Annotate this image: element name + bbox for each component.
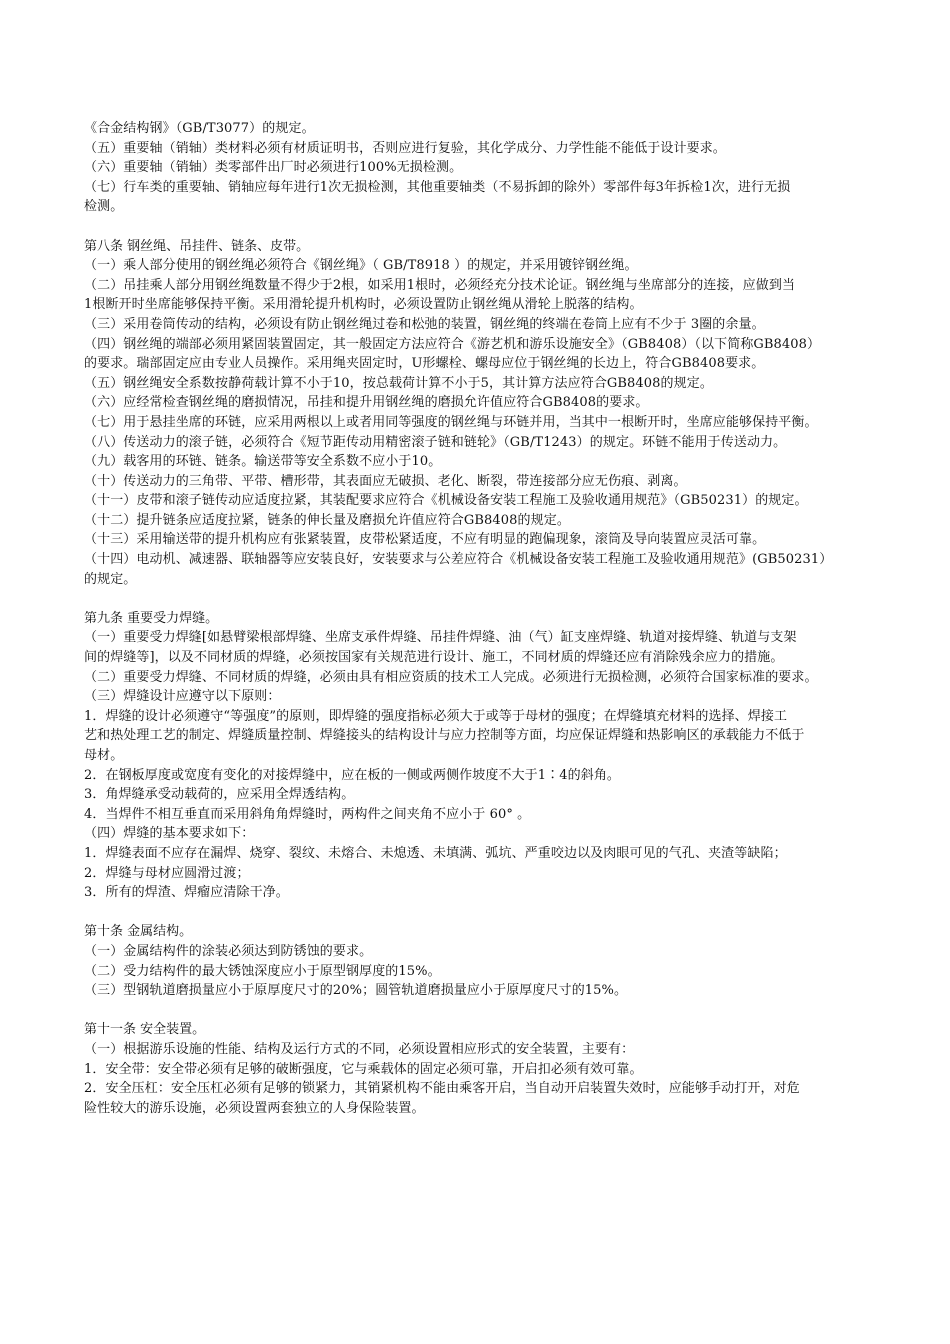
- section-gap: [84, 903, 874, 923]
- section-article-9: [84, 609, 874, 903]
- text-line: （一）乘人部分使用的钢丝绳必须符合《钢丝绳》（ GB/T8918 ）的规定，并采用镀锌钢丝绳。: [84, 258, 638, 274]
- article-heading: 第九条 重要受力焊缝。: [84, 610, 219, 626]
- text-line: 间的焊缝等]，以及不同材质的焊缝，必须按国家有关规范进行设计、施工，不同材质的焊缝还应有消除残余应力的措施。: [84, 650, 784, 666]
- text-line: 1．焊缝的设计必须遵守“等强度”的原则，即焊缝的强度指标必须大于或等于母材的强度；在焊缝填充材料的选择、焊接工: [84, 708, 788, 724]
- article-heading: 第八条 钢丝绳、吊挂件、链条、皮带。: [84, 238, 310, 254]
- section-gap: [84, 1001, 874, 1021]
- text-line: 1．安全带：安全带必须有足够的破断强度，它与乘载体的固定必须可靠，开启扣必须有效可靠。: [84, 1061, 643, 1077]
- text-line: 检测。: [84, 199, 124, 215]
- text-line: （一）金属结构件的涂装必须达到防锈蚀的要求。: [84, 943, 373, 959]
- text-line: 2．焊缝与母材应圆滑过渡；: [84, 865, 250, 881]
- text-line: （九）载客用的环链、链条。输送带等安全系数不应小于10。: [84, 454, 442, 470]
- text-line: 险性较大的游乐设施，必须设置两套独立的人身保险装置。: [84, 1100, 425, 1116]
- section-gap: [84, 589, 874, 609]
- section-gap: [84, 217, 874, 237]
- text-line: （一）重要受力焊缝[如悬臂梁根部焊缝、坐席支承件焊缝、吊挂件焊缝、油（气）缸支座焊缝、轨道对接焊缝、轨道与支架: [84, 630, 797, 646]
- article-heading: 第十一条 安全装置。: [84, 1022, 206, 1038]
- text-line: （十三）采用输送带的提升机构应有张紧装置，皮带松紧适度，不应有明显的跑偏现象，滚筒及导向装置应灵活可靠。: [84, 532, 766, 548]
- text-line: 4．当焊件不相互垂直而采用斜角角焊缝时，两构件之间夹角不应小于 60° 。: [84, 806, 531, 822]
- text-line: 1根断开时坐席能够保持平衡。采用滑轮提升机构时，必须设置防止钢丝绳从滑轮上脱落的结构。: [84, 297, 643, 313]
- text-line: 3．所有的焊渣、焊瘤应清除干净。: [84, 885, 289, 901]
- text-line: （四）焊缝的基本要求如下：: [84, 826, 255, 842]
- text-line: （十二）提升链条应适度拉紧，链条的伸长量及磨损允许值应符合GB8408的规定。: [84, 512, 570, 528]
- text-line: （七）行车类的重要轴、销轴应每年进行1次无损检测，其他重要轴类（不易拆卸的除外）零部件每3年拆检1次，进行无损: [84, 179, 791, 195]
- text-line: 1．焊缝表面不应存在漏焊、烧穿、裂纹、未熔合、未熄透、未填满、弧坑、严重咬边以及肉眼可见的气孔、夹渣等缺陷；: [84, 845, 787, 861]
- text-line: （八）传送动力的滚子链，必须符合《短节距传动用精密滚子链和链轮》（GB/T1243）的规定。环链不能用于传送动力。: [84, 434, 787, 450]
- text-line: （五）重要轴（销轴）类材料必须有材质证明书，否则应进行复验，其化学成分、力学性能不能低于设计要求。: [84, 140, 726, 156]
- text-line: （二）受力结构件的最大锈蚀深度应小于原型钢厚度的15%。: [84, 963, 441, 979]
- text-line: 3．角焊缝承受动载荷的，应采用全焊透结构。: [84, 787, 355, 803]
- text-line: （二）重要受力焊缝、不同材质的焊缝，必须由具有相应资质的技术工人完成。必须进行无损检测，必须符合国家标准的要求。: [84, 669, 818, 685]
- text-line: 2．安全压杠：安全压杠必须有足够的锁紧力，其销紧机构不能由乘客开启，当自动开启装置失效时，应能够手动打开，对危: [84, 1081, 800, 1097]
- text-line: （六）应经常检查钢丝绳的磨损情况，吊挂和提升用钢丝绳的磨损允许值应符合GB8408的要求。: [84, 395, 649, 411]
- text-line: （十四）电动机、减速器、联轴器等应安装良好，安装要求与公差应符合《机械设备安装工程施工及验收通用规范》(GB50231）: [84, 552, 833, 568]
- text-line: 的规定。: [84, 571, 137, 587]
- text-line: （五）钢丝绳安全系数按静荷载计算不小于10，按总载荷计算不小于5，其计算方法应符合GB8408的规定。: [84, 375, 713, 391]
- text-line: 2．在钢板厚度或宽度有变化的对接焊缝中，应在板的一侧或两侧作坡度不大于1∶4的斜角。: [84, 767, 621, 783]
- text-line: （二）吊挂乘人部分用钢丝绳数量不得少于2根，如采用1根时，必须经充分技术论证。钢丝绳与坐席部分的连接，应做到当: [84, 277, 796, 293]
- section-article-10: [84, 922, 874, 1000]
- text-line: 《合金结构钢》（GB/T3077）的规定。: [84, 121, 315, 136]
- document-page: [84, 119, 874, 1118]
- text-line: （十一）皮带和滚子链传动应适度拉紧，其装配要求应符合《机械设备安装工程施工及验收通用规范》（GB50231）的规定。: [84, 493, 808, 509]
- article-heading: 第十条 金属结构。: [84, 924, 193, 940]
- text-line: 的要求。瑞部固定应由专业人员操作。采用绳夹固定时，U形螺栓、螺母应位于钢丝绳的长边上，符合GB8408要求。: [84, 356, 765, 372]
- text-line: （三）型钢轨道磨损量应小于原厚度尺寸的20%；圆管轨道磨损量应小于原厚度尺寸的15%。: [84, 983, 628, 999]
- section-article-8: [84, 237, 874, 590]
- text-line: （三）采用卷筒传动的结构，必须设有防止钢丝绳过卷和松弛的装置，钢丝绳的终端在卷筒上应有不少于 3圈的余量。: [84, 316, 765, 332]
- text-line: （七）用于悬挂坐席的环链，应采用两根以上或者用同等强度的钢丝绳与环链并用，当其中一根断开时，坐席应能够保持平衡。: [84, 414, 818, 430]
- text-line: （六）重要轴（销轴）类零部件出厂时必须进行100%无损检测。: [84, 160, 463, 176]
- text-line: （一）根据游乐设施的性能、结构及运行方式的不同，必须设置相应形式的安全装置，主要有：: [84, 1041, 635, 1057]
- text-line: 艺和热处理工艺的制定、焊缝质量控制、焊缝接头的结构设计与应力控制等方面，均应保证焊缝和热影响区的承载能力不低于: [84, 728, 805, 744]
- text-line: 母材。: [84, 748, 124, 763]
- section-article-11: [84, 1020, 874, 1118]
- text-line: （四）钢丝绳的端部必须用紧固装置固定，其一般固定方法应符合《游艺机和游乐设施安全》（GB8408）（以下简称GB8408）: [84, 336, 821, 352]
- text-line: （三）焊缝设计应遵守以下原则：: [84, 689, 281, 705]
- text-line: （十）传送动力的三角带、平带、槽形带，其表面应无破损、老化、断裂，带连接部分应无伤痕、剥离。: [84, 473, 687, 489]
- section-continuation: [84, 119, 874, 217]
